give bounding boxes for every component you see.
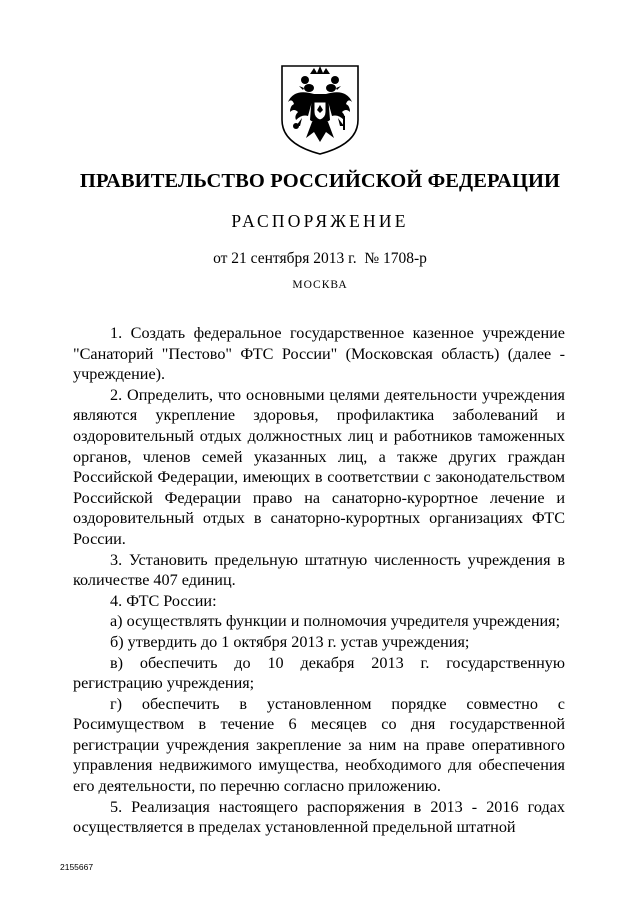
paragraph-3: 3. Установить предельную штатную численность учреждения в количестве 407 единиц. xyxy=(73,550,565,590)
paragraph-4: 4. ФТС России: xyxy=(110,591,217,610)
government-title: ПРАВИТЕЛЬСТВО РОССИЙСКОЙ ФЕДЕРАЦИИ xyxy=(79,170,561,192)
paragraph-4b: б) утвердить до 1 октября 2013 г. устав учреждения; xyxy=(110,632,470,651)
russian-coat-of-arms-icon xyxy=(272,58,368,158)
paragraph-4c: в) обеспечить до 10 декабря 2013 г. государственную регистрацию учреждения; xyxy=(73,653,565,693)
order-body xyxy=(73,323,565,838)
paragraph-4d: г) обеспечить в установленном порядке совместно с Росимуществом в течение 6 месяцев со дня государственной регистрации учреждения закрепление за ним на праве оперативного управления недвижимого имущества, необходимого для обеспечения его деятельности, по перечню согласно приложению. xyxy=(73,694,565,796)
paragraph-2: 2. Определить, что основными целями деятельности учреждения являются укрепление здоровья, профилактика заболеваний и оздоровительный отдых должностных лиц и работников таможенных органов, членов семей указанных лиц, а также других граждан Российской Федерации, имеющих в соответствии с законодательством Российской Федерации право на санаторно-курортное лечение и оздоровительный отдых в санаторно-курортных организациях ФТС России. xyxy=(73,385,565,548)
date-and-number: от 21 сентября 2013 г. № 1708-р xyxy=(213,250,427,267)
paragraph-5: 5. Реализация настоящего распоряжения в 2013 - 2016 годах осуществляется в пределах установленной предельной штатной xyxy=(73,797,565,837)
document-id: 2155667 xyxy=(60,862,94,872)
document-type: РАСПОРЯЖЕНИЕ xyxy=(231,211,409,231)
paragraph-4a: а) осуществлять функции и полномочия учредителя учреждения; xyxy=(110,612,561,631)
city: МОСКВА xyxy=(292,279,348,291)
paragraph-1: 1. Создать федеральное государственное казенное учреждение "Санаторий "Пестово" ФТС России" (Московская область) (далее - учреждение). xyxy=(73,324,565,384)
